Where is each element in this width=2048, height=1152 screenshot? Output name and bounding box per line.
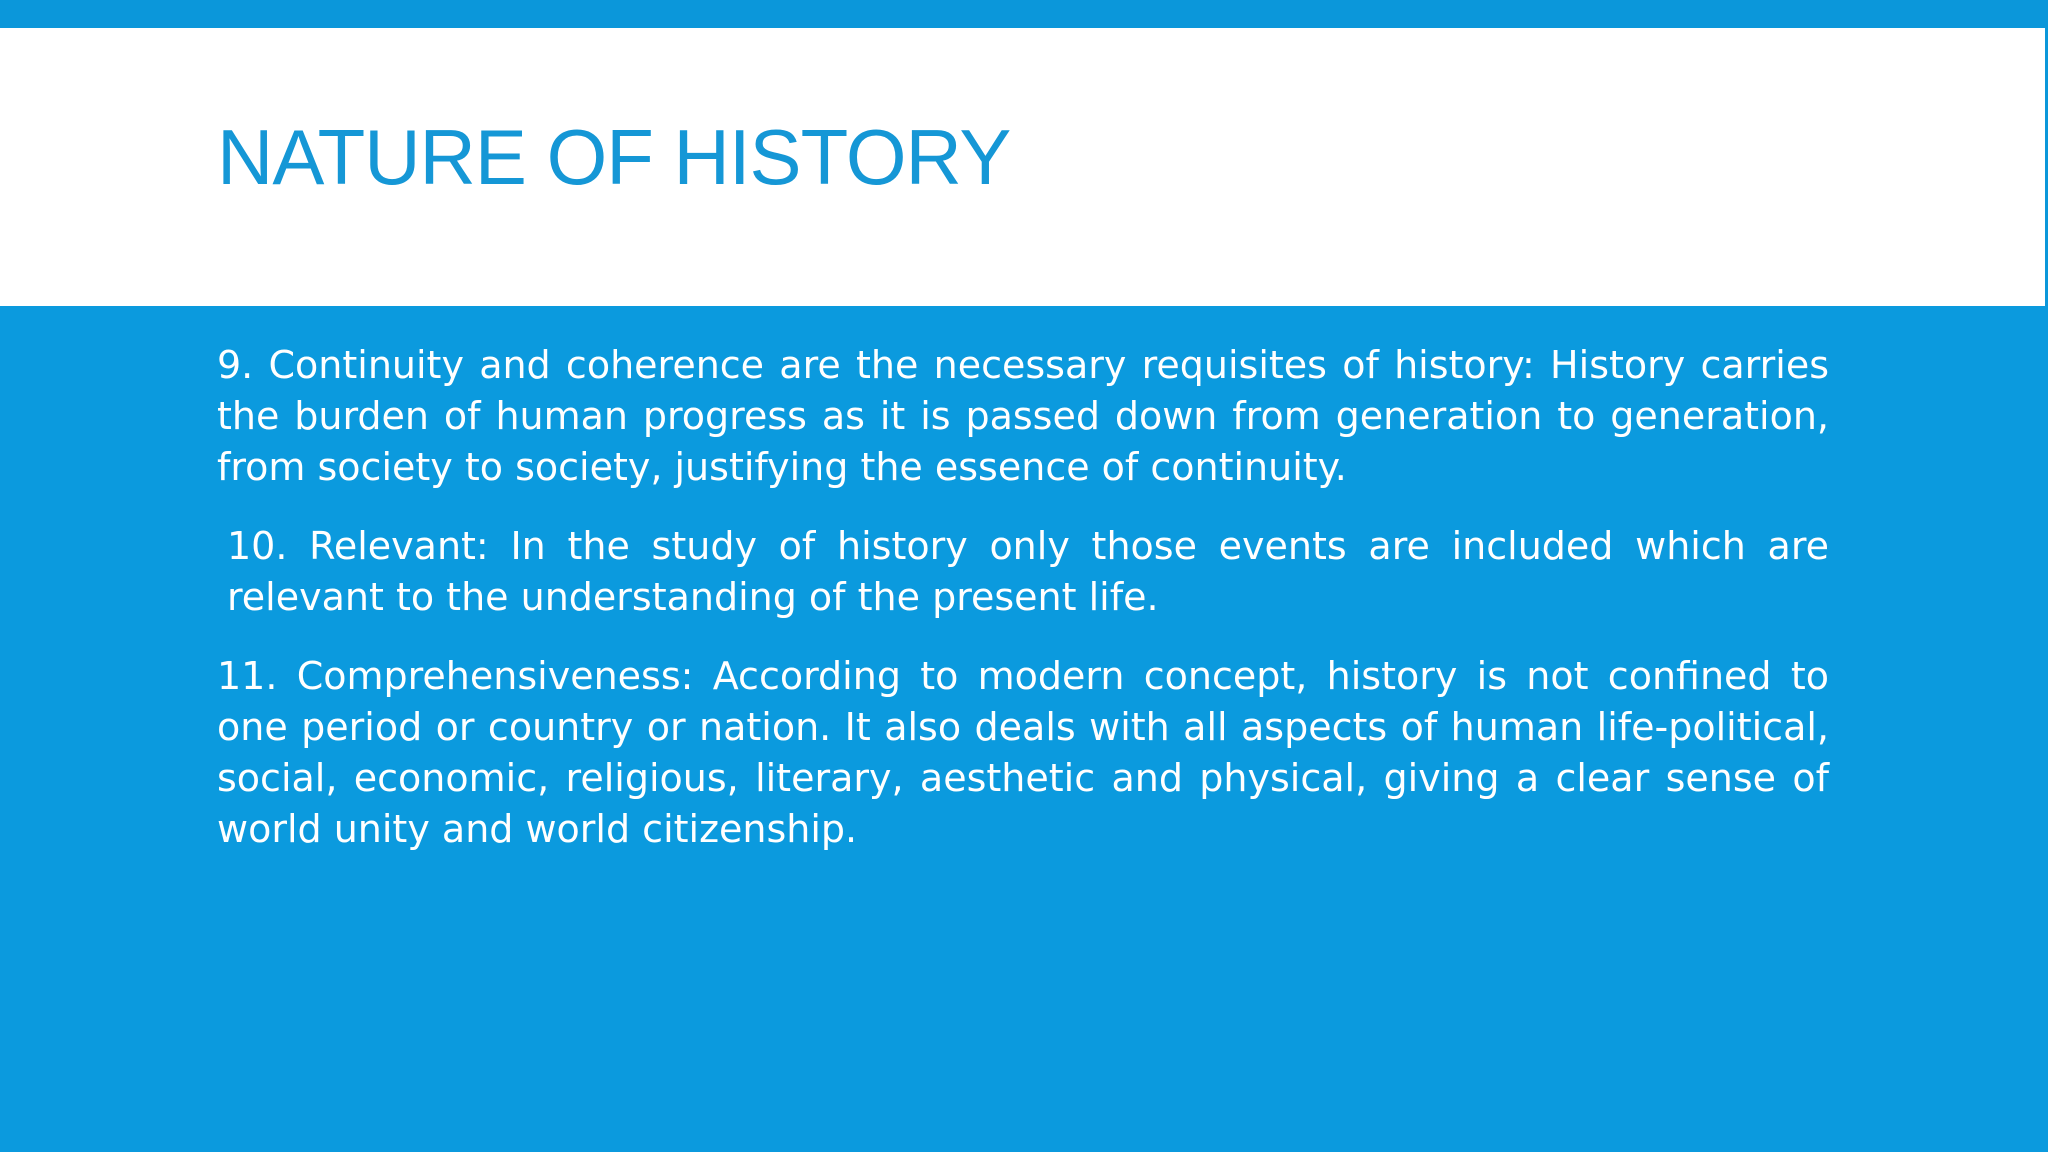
paragraph-relevant: 10. Relevant: In the study of history only those events are included which are relevant to the understanding of the present life. bbox=[227, 524, 1829, 619]
slide-title: NATURE OF HISTORY bbox=[217, 113, 1011, 201]
paragraph-comprehensiveness: 11. Comprehensiveness: According to modern concept, history is not confined to one period or country or nation. It also deals with all aspects of human life-political, social, economic, religious, literary, aesthetic and physical, giving a clear sense of world unity and world citizenship. bbox=[217, 654, 1829, 851]
slide-body bbox=[217, 340, 1829, 883]
paragraph-continuity: 9. Continuity and coherence are the necessary requisites of history: History carries the burden of human progress as it is passed down from generation to generation, from society to society, justifying the essence of continuity. bbox=[217, 343, 1829, 489]
top-stripe bbox=[0, 0, 2048, 28]
